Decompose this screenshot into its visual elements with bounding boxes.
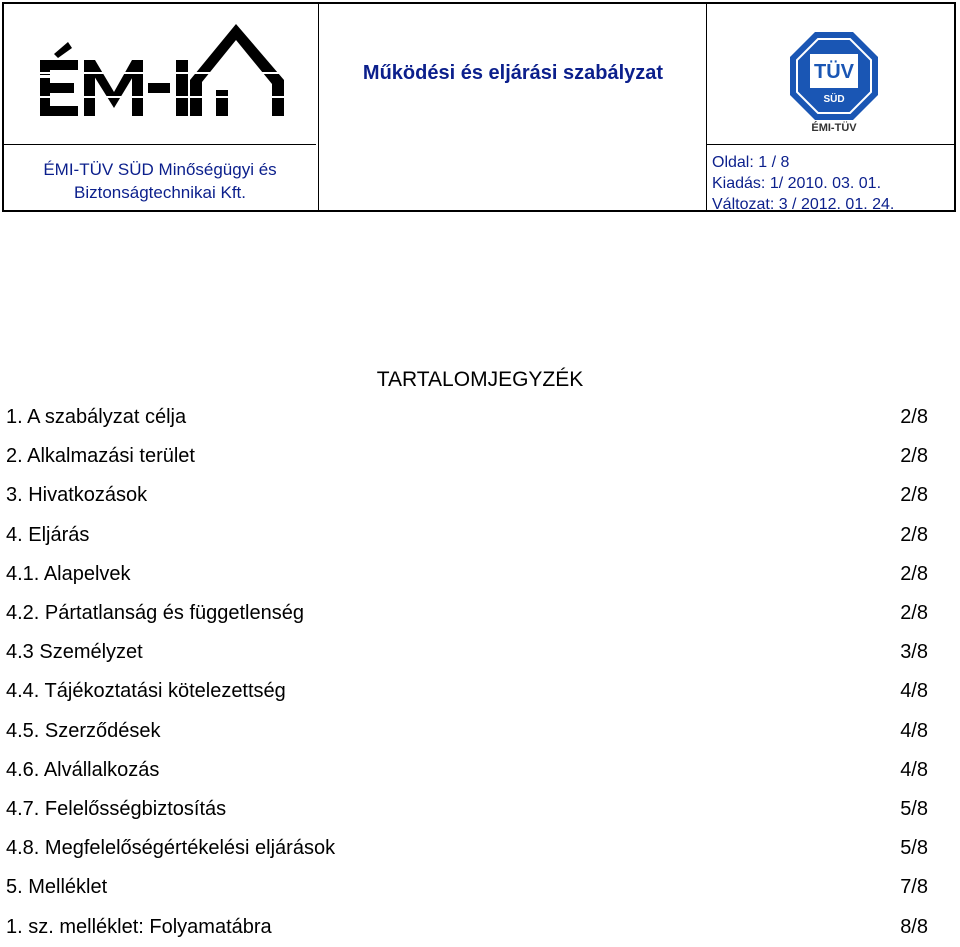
company-name — [4, 158, 316, 204]
toc-entry-page: 4/8 — [900, 719, 928, 742]
toc-entry[interactable] — [6, 712, 928, 751]
emi-logo — [40, 20, 284, 126]
header-divider-left — [318, 4, 319, 210]
toc-entry[interactable] — [6, 516, 928, 555]
toc-entry-label: 4.1. Alapelvek — [6, 562, 131, 585]
version-info: Változat: 3 / 2012. 01. 24. — [712, 196, 895, 213]
toc-entry-label: 4. Eljárás — [6, 523, 90, 546]
document-header — [2, 2, 956, 212]
toc-entry-label: 4.2. Pártatlanság és függetlenség — [6, 602, 304, 625]
header-divider-company — [4, 144, 316, 145]
toc-entry-label: 4.6. Alvállalkozás — [6, 758, 160, 781]
toc-entry[interactable] — [6, 868, 928, 907]
company-name-line2: Biztonságtechnikai Kft. — [74, 183, 246, 202]
tuv-logo-subtext: SÜD — [823, 94, 845, 105]
toc-entry-page: 2/8 — [900, 484, 928, 507]
toc-entry-page: 4/8 — [900, 680, 928, 703]
toc-entry[interactable] — [6, 751, 928, 790]
toc-entry[interactable] — [6, 594, 928, 633]
toc-entry-label: 4.5. Szerződések — [6, 719, 161, 742]
toc-entry-page: 2/8 — [900, 602, 928, 625]
toc-entry[interactable] — [6, 790, 928, 829]
header-divider-meta — [706, 144, 954, 145]
toc-entry-label: 4.4. Tájékoztatási kötelezettség — [6, 680, 286, 703]
toc-entry-page: 8/8 — [900, 915, 928, 938]
tuv-caption: ÉMI-TÜV — [811, 122, 857, 134]
toc-entry[interactable] — [6, 829, 928, 868]
toc-entry-label: 2. Alkalmazási terület — [6, 445, 195, 468]
toc-entry[interactable] — [6, 633, 928, 672]
tuv-logo-text: TÜV — [814, 61, 854, 83]
header-divider-right — [706, 4, 707, 210]
toc-entry[interactable] — [6, 437, 928, 476]
toc-entry-page: 5/8 — [900, 837, 928, 860]
toc-entry-page: 2/8 — [900, 445, 928, 468]
page-info: Oldal: 1 / 8 — [712, 154, 790, 171]
toc-entry-label: 4.7. Felelősségbiztosítás — [6, 797, 227, 820]
toc-entry[interactable] — [6, 672, 928, 711]
toc-entry-page: 2/8 — [900, 562, 928, 585]
toc-entry-page: 2/8 — [900, 523, 928, 546]
toc-entry[interactable] — [6, 476, 928, 515]
document-title: Működési és eljárási szabályzat — [362, 62, 664, 84]
tuv-sud-logo — [788, 30, 880, 122]
toc-entry-page: 3/8 — [900, 641, 928, 664]
toc-entry-label: 4.8. Megfelelőségértékelési eljárások — [6, 837, 336, 860]
toc-title: TARTALOMJEGYZÉK — [376, 368, 584, 391]
toc-entry-label: 1. A szabályzat célja — [6, 406, 187, 429]
toc-entry-label: 4.3 Személyzet — [6, 641, 143, 664]
toc-entry-label: 3. Hivatkozások — [6, 484, 148, 507]
toc-entry[interactable] — [6, 398, 928, 437]
issue-info: Kiadás: 1/ 2010. 03. 01. — [712, 175, 882, 192]
document-meta — [712, 152, 894, 215]
toc-entry-label: 1. sz. melléklet: Folyamatábra — [6, 915, 272, 938]
toc-entry[interactable] — [6, 907, 928, 946]
toc-entry[interactable] — [6, 555, 928, 594]
toc-entry-page: 4/8 — [900, 758, 928, 781]
toc-entry-page: 7/8 — [900, 876, 928, 899]
toc-entry-page: 5/8 — [900, 797, 928, 820]
toc-entry-label: 5. Melléklet — [6, 876, 108, 899]
toc-entry-page: 2/8 — [900, 406, 928, 429]
table-of-contents — [6, 398, 928, 947]
company-name-line1: ÉMI-TÜV SÜD Minőségügyi és — [43, 160, 277, 179]
